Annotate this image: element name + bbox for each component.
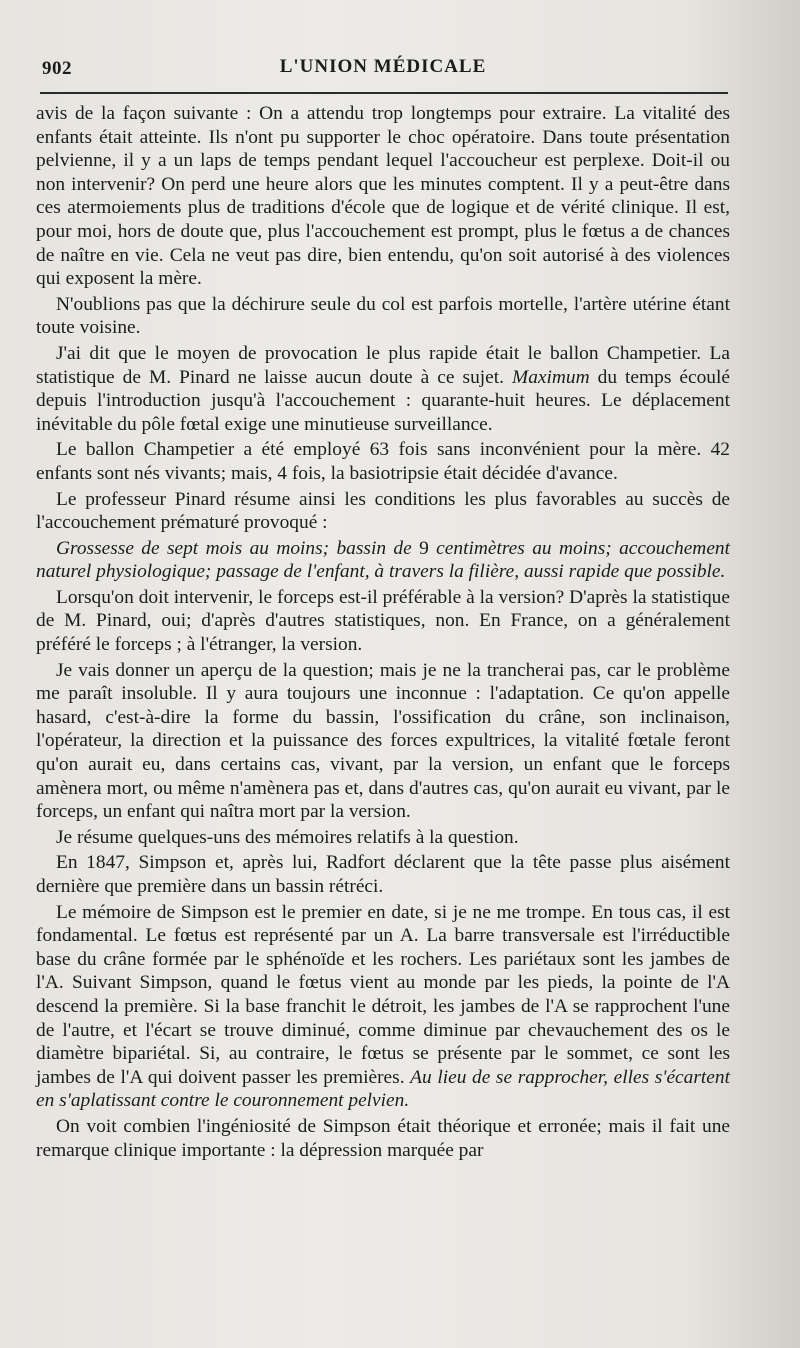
paragraph <box>36 851 730 898</box>
italic-text: Au lieu de se rapprocher, elles s'écartent en s'aplatissant contre le couronnement pelvien. <box>36 1066 730 1112</box>
article-body <box>36 102 730 1162</box>
paragraph-text: J'ai dit que le moyen de provocation le plus rapide était le ballon Champetier. La statistique de M. Pinard ne laisse aucun doute à ce sujet. <box>36 342 730 388</box>
paragraph <box>36 488 730 535</box>
italic-text: Grossesse de sept mois au moins; bassin de <box>56 537 420 559</box>
italic-text: centimètres au moins; accouchement naturel physiologique; passage de l'enfant, à travers la filière, aussi rapide que possible. <box>36 537 731 583</box>
paragraph <box>36 901 730 1113</box>
page-header <box>38 52 728 86</box>
page-number: 902 <box>42 58 72 79</box>
paragraph <box>36 438 730 485</box>
paragraph-text: 9 <box>419 537 429 559</box>
paragraph <box>36 659 730 824</box>
paragraph <box>36 342 730 436</box>
paragraph-text: Je résume quelques-uns des mémoires relatifs à la question. <box>56 826 519 848</box>
paragraph-text: Lorsqu'on doit intervenir, le forceps est-il préférable à la version? D'après la statistique de M. Pinard, oui; d'après d'autres statistiques, non. En France, on a généralement préféré le forceps ; à l'étranger, la version. <box>36 586 730 656</box>
paragraph-text: N'oublions pas que la déchirure seule du col est parfois mortelle, l'artère utérine étant toute voisine. <box>36 293 730 339</box>
paragraph <box>36 826 730 850</box>
paragraph-text: Le mémoire de Simpson est le premier en date, si je ne me trompe. En tous cas, il est fondamental. Le fœtus est représenté par un A. La barre transversale est l'irréductible base du crâne formée par le sphénoïde et les rochers. Les pariétaux sont les jambes de l'A. Suivant Simpson, quand le fœtus vient au monde par les pieds, la pointe de l'A descend la première. Si la base franchit le détroit, les jambes de l'A se rapprochent l'une de l'autre, et l'écart se trouve diminué, comme diminue par chevauchement des os le diamètre bipariétal. Si, au contraire, le fœtus se présente par le sommet, ce sont les jambes de l'A qui doivent passer les premières. <box>36 901 730 1088</box>
paragraph <box>36 1115 730 1162</box>
paragraph-text: du temps écoulé depuis l'introduction jusqu'à l'accouchement : quarante-huit heures. Le déplacement inévitable du pôle fœtal exige une minutieuse surveillance. <box>36 366 730 435</box>
running-title: L'UNION MÉDICALE <box>279 56 487 77</box>
paragraph <box>36 102 730 291</box>
paragraph-text: avis de la façon suivante : On a attendu trop longtemps pour extraire. La vitalité des enfants était atteinte. Ils n'ont pu supporter le choc opératoire. Dans toute présentation pelvienne, il y a un laps de temps pendant lequel l'accoucheur est perplexe. Doit-il ou non intervenir? On perd une heure alors que les minutes comptent. Il y a peut-être dans ces atermoiements plus de traditions d'école que de logique et de vérité clinique. Il est, pour moi, hors de doute que, plus l'accouchement est prompt, plus le fœtus a de chances de naître en vie. Cela ne veut pas dire, bien entendu, qu'on soit autorisé à des violences qui exposent la mère. <box>36 103 730 290</box>
paragraph-text: En 1847, Simpson et, après lui, Radfort déclarent que la tête passe plus aisément dernière que première dans un bassin rétréci. <box>36 852 730 897</box>
paragraph <box>36 537 730 584</box>
paragraph <box>36 293 730 340</box>
paragraph <box>36 586 730 657</box>
paragraph-text: Je vais donner un aperçu de la question; mais je ne la trancherai pas, car le problème me paraît insoluble. Il y aura toujours une inconnue : l'adaptation. Ce qu'on appelle hasard, c'est-à-dire la forme du bassin, l'ossification du crâne, son inclinaison, l'opérateur, la direction et la puissance des forces expultrices, la vitalité fœtale feront qu'on aurait eu, dans certains cas, vivant, par la version, un enfant que le forceps amènera mort, ou même n'amènera pas et, dans d'autres cas, qu'on aurait eu vivant, par le forceps, un enfant qui naîtra mort par la version. <box>36 659 730 823</box>
paragraph-text: On voit combien l'ingéniosité de Simpson était théorique et erronée; mais il fait une remarque clinique importante : la dépression marquée par <box>36 1115 730 1161</box>
italic-text: Maximum <box>512 366 590 388</box>
header-rule <box>40 92 728 94</box>
paragraph-text: Le professeur Pinard résume ainsi les conditions les plus favorables au succès de l'accouchement prématuré provoqué : <box>36 488 730 534</box>
paragraph-text: Le ballon Champetier a été employé 63 fois sans inconvénient pour la mère. 42 enfants sont nés vivants; mais, 4 fois, la basiotripsie était décidée d'avance. <box>36 439 730 484</box>
